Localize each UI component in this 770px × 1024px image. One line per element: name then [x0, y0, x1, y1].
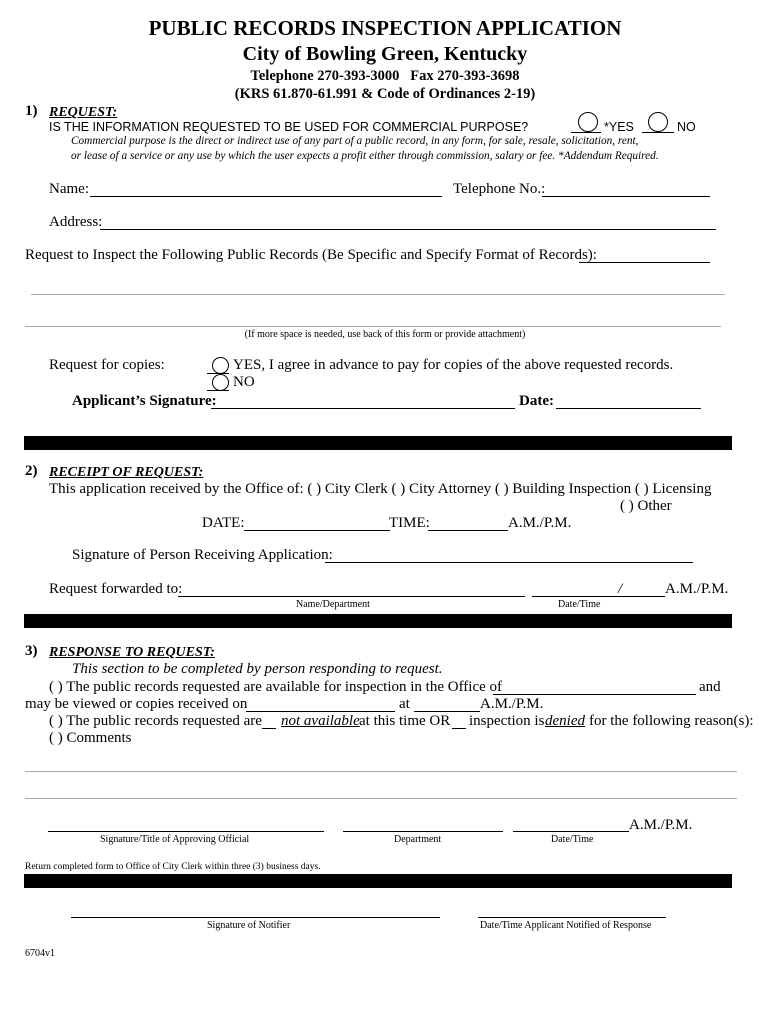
denied-text: denied — [545, 713, 585, 729]
forwarded-datetime-caption: Date/Time — [558, 599, 601, 610]
section2-heading: RECEIPT OF REQUEST: — [49, 465, 204, 480]
form-code: 6704v1 — [25, 948, 55, 959]
receipt-date-label: DATE: — [202, 515, 245, 531]
forwarded-label: Request forwarded to: — [49, 581, 183, 597]
receipt-date-field[interactable] — [244, 530, 390, 531]
commercial-question: IS THE INFORMATION REQUESTED TO BE USED FOR COMMERCIAL PURPOSE? — [49, 120, 529, 134]
section3-heading: RESPONSE TO REQUEST: — [49, 645, 215, 660]
form-title: PUBLIC RECORDS INSPECTION APPLICATION — [148, 16, 622, 40]
applicant-signature-field[interactable] — [211, 408, 515, 409]
official-ampm: A.M./P.M. — [629, 817, 693, 833]
receipt-time-label: TIME: — [389, 515, 430, 531]
applicant-date-label: Date: — [519, 393, 554, 409]
copies-no-radio[interactable] — [212, 374, 229, 391]
available-ampm: A.M./P.M. — [480, 696, 544, 712]
official-signature-caption: Signature/Title of Approving Official — [100, 834, 250, 845]
not-available-line-d: for the following reason(s): — [589, 713, 754, 729]
section-divider-3 — [24, 874, 732, 888]
name-field[interactable] — [90, 196, 442, 197]
section2-number: 2) — [25, 463, 38, 479]
comments-field-1[interactable] — [25, 771, 737, 772]
telephone-field[interactable] — [542, 196, 710, 197]
notified-datetime-field[interactable] — [478, 917, 666, 918]
section-divider-1 — [24, 436, 732, 450]
comments-label: ( ) Comments — [49, 730, 132, 746]
notified-datetime-caption: Date/Time Applicant Notified of Response — [480, 920, 652, 931]
not-available-line-c: inspection is — [469, 713, 545, 729]
section-divider-2 — [24, 614, 732, 628]
not-available-text: not available — [281, 713, 360, 729]
records-field-2[interactable] — [31, 294, 725, 295]
city-name: City of Bowling Green, Kentucky — [242, 43, 528, 65]
commercial-yes-label: *YES — [604, 120, 634, 134]
copies-yes-radio[interactable] — [212, 357, 229, 374]
receiver-signature-field[interactable] — [325, 562, 693, 563]
available-time-field[interactable] — [414, 711, 480, 712]
return-note: Return completed form to Office of City Clerk within three (3) business days. — [25, 862, 321, 872]
official-datetime-caption: Date/Time — [551, 834, 594, 845]
commercial-no-radio[interactable] — [648, 112, 668, 132]
section3-instruction: This section to be completed by person responding to request. — [72, 661, 443, 677]
commercial-definition-1: Commercial purpose is the direct or indirect use of any part of a public record, in any form, for sale, resale, solicitation, rent, — [71, 135, 639, 147]
phone-fax: Telephone 270-393-3000 Fax 270-393-3698 — [250, 68, 520, 84]
copies-label: Request for copies: — [49, 357, 165, 373]
copies-no-label: NO — [233, 374, 255, 390]
receiver-signature-label: Signature of Person Receiving Application: — [72, 547, 333, 563]
notifier-signature-field[interactable] — [71, 917, 440, 918]
address-label: Address: — [49, 214, 103, 230]
available-line-b: may be viewed or copies received on — [25, 696, 248, 712]
commercial-no-line — [642, 132, 674, 133]
section3-number: 3) — [25, 643, 38, 659]
available-and: and — [699, 679, 721, 695]
records-field-3[interactable] — [25, 326, 721, 327]
section1-number: 1) — [25, 103, 38, 119]
available-date-field[interactable] — [246, 711, 395, 712]
available-at: at — [399, 696, 410, 712]
commercial-no-label: NO — [677, 120, 696, 134]
commercial-yes-radio[interactable] — [578, 112, 598, 132]
department-field[interactable] — [343, 831, 503, 832]
comments-field-2[interactable] — [25, 798, 737, 799]
not-available-line-b: at this time OR — [359, 713, 451, 729]
more-space-note: (If more space is needed, use back of this form or provide attachment) — [244, 329, 526, 340]
name-label: Name: — [49, 181, 89, 197]
receipt-ampm: A.M./P.M. — [508, 515, 572, 531]
received-other: ( ) Other — [620, 498, 672, 514]
not-available-blank[interactable] — [262, 728, 276, 729]
applicant-date-field[interactable] — [556, 408, 701, 409]
received-by-office: This application received by the Office of: ( ) City Clerk ( ) City Attorney ( ) Building Inspection ( ) Licensing — [49, 481, 712, 497]
official-signature-field[interactable] — [48, 831, 324, 832]
forwarded-slash: / — [618, 581, 623, 597]
available-line-a: ( ) The public records requested are available for inspection in the Office of — [49, 679, 503, 695]
official-datetime-field[interactable] — [513, 831, 629, 832]
forwarded-name-field[interactable] — [178, 596, 525, 597]
applicant-signature-label: Applicant’s Signature: — [72, 393, 217, 409]
address-field[interactable] — [100, 229, 716, 230]
records-label: Request to Inspect the Following Public Records (Be Specific and Specify Format of Records): — [25, 247, 597, 263]
statute-reference: (KRS 61.870-61.991 & Code of Ordinances 2-19) — [234, 86, 536, 102]
available-office-field[interactable] — [493, 694, 696, 695]
forwarded-datetime-field[interactable] — [532, 596, 665, 597]
receipt-time-field[interactable] — [428, 530, 508, 531]
notifier-signature-caption: Signature of Notifier — [207, 920, 291, 931]
commercial-yes-line — [571, 132, 601, 133]
denied-blank[interactable] — [452, 728, 466, 729]
telephone-label: Telephone No.: — [453, 181, 546, 197]
forwarded-ampm: A.M./P.M. — [665, 581, 729, 597]
department-caption: Department — [394, 834, 442, 845]
copies-yes-label: YES, I agree in advance to pay for copies of the above requested records. — [233, 357, 674, 373]
section1-heading: REQUEST: — [49, 105, 118, 120]
commercial-definition-2: or lease of a service or any use by which the user expects a profit either through commission, salary or fee. *Addendum Required. — [71, 150, 659, 162]
name-department-caption: Name/Department — [296, 599, 370, 610]
not-available-line-a: ( ) The public records requested are — [49, 713, 262, 729]
records-field-1[interactable] — [579, 262, 710, 263]
